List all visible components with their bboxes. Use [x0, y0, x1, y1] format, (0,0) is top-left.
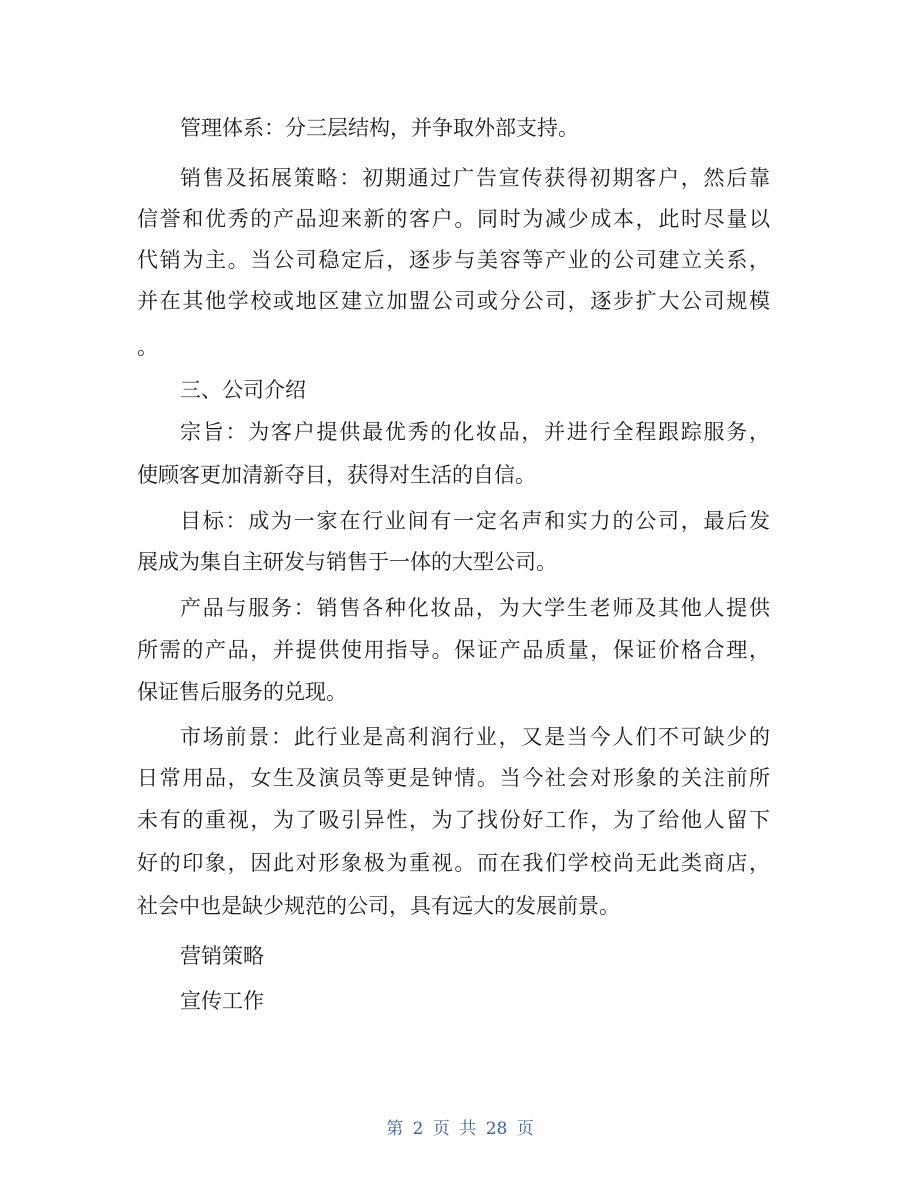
page-number-footer: 第 2 页 共 28 页	[386, 1119, 534, 1139]
paragraph-market-line: 市场前景：此行业是高利润行业，又是当今人们不可缺少的	[180, 725, 770, 749]
section-heading-company-intro: 三、公司介绍	[180, 378, 306, 402]
paragraph-goal-line: 展成为集自主研发与销售于一体的大型公司。	[137, 550, 557, 574]
paragraph-market-line: 社会中也是缺少规范的公司，具有远大的发展前景。	[137, 894, 620, 918]
paragraph-purpose-line: 宗旨：为客户提供最优秀的化妆品，并进行全程跟踪服务，	[180, 420, 770, 444]
paragraph-products-line: 保证售后服务的兑现。	[137, 680, 347, 704]
paragraph-products-line: 所需的产品，并提供使用指导。保证产品质量，保证价格合理，	[137, 638, 770, 662]
paragraph-market-line: 日常用品，女生及演员等更是钟情。当今社会对形象的关注前所	[137, 766, 770, 790]
paragraph-sales-strategy-line: 代销为主。当公司稳定后，逐步与美容等产业的公司建立关系，	[137, 248, 770, 272]
paragraph-sales-strategy-line: 。	[137, 335, 158, 359]
heading-marketing-strategy: 营销策略	[180, 944, 264, 968]
paragraph-management-system: 管理体系：分三层结构，并争取外部支持。	[180, 116, 579, 140]
paragraph-sales-strategy-line: 并在其他学校或地区建立加盟公司或分公司，逐步扩大公司规模	[137, 289, 770, 313]
paragraph-sales-strategy-line: 销售及拓展策略：初期通过广告宣传获得初期客户，然后靠	[180, 166, 770, 190]
paragraph-goal-line: 目标：成为一家在行业间有一定名声和实力的公司，最后发	[180, 509, 770, 533]
paragraph-purpose-line: 使顾客更加清新夺目，获得对生活的自信。	[137, 463, 536, 487]
heading-publicity-work: 宣传工作	[180, 989, 264, 1013]
paragraph-products-line: 产品与服务：销售各种化妆品，为大学生老师及其他人提供	[180, 596, 770, 620]
paragraph-market-line: 好的印象，因此对形象极为重视。而在我们学校尚无此类商店，	[137, 851, 770, 875]
paragraph-sales-strategy-line: 信誉和优秀的产品迎来新的客户。同时为减少成本，此时尽量以	[137, 207, 770, 231]
paragraph-market-line: 未有的重视，为了吸引异性，为了找份好工作，为了给他人留下	[137, 808, 770, 832]
